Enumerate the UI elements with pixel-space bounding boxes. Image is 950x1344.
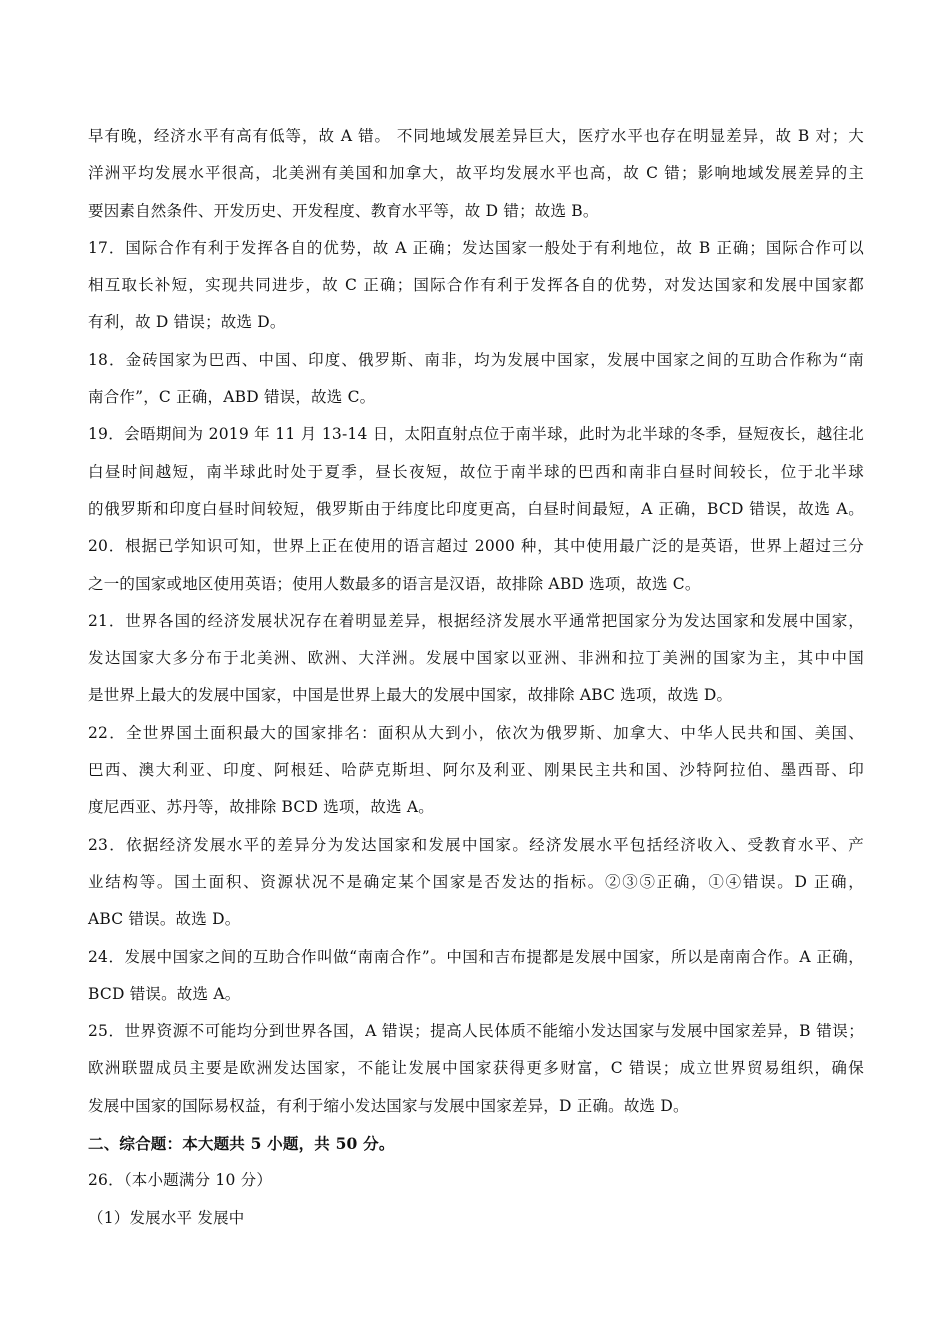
answer-19-line-1: 19．会晤期间为 2019 年 11 月 13-14 日，太阳直射点位于南半球，此时为北半球的冬季，昼短夜长，越往北 xyxy=(88,425,864,444)
answer-23-line-2: 业结构等。国土面积、资源状况不是确定某个国家是否发达的指标。②③⑤正确，①④错误。D 正确， xyxy=(88,872,864,891)
answer-17-line-2: 相互取长补短，实现共同进步，故 C 正确；国际合作有利于发挥各自的优势，对发达国家和发展中国家都 xyxy=(88,276,864,295)
answer-23-line-3: ABC 错误。故选 D。 xyxy=(88,910,241,929)
paragraph-16-line-1: 早有晚，经济水平有高有低等，故 A 错。 不同地域发展差异巨大，医疗水平也存在明显差异，故 B 对；大 xyxy=(88,127,864,145)
answer-17-line-3: 有利，故 D 错误；故选 D。 xyxy=(88,313,286,332)
answer-17-line-1: 17．国际合作有利于发挥各自的优势，故 A 正确；发达国家一般处于有利地位，故 B 正确；国际合作可以 xyxy=(88,238,864,257)
answer-20-line-2: 之一的国家或地区使用英语；使用人数最多的语言是汉语，故排除 ABD 选项，故选 C。 xyxy=(88,574,701,593)
answer-25-line-2: 欧洲联盟成员主要是欧洲发达国家，不能让发展中国家获得更多财富，C 错误；成立世界贸易组织，确保 xyxy=(88,1059,864,1078)
answer-22-line-2: 巴西、澳大利亚、印度、阿根廷、哈萨克斯坦、阿尔及利亚、刚果民主共和国、沙特阿拉伯、墨西哥、印 xyxy=(88,761,864,780)
document-body xyxy=(88,118,864,1237)
answer-19-line-3: 的俄罗斯和印度白昼时间较短，俄罗斯由于纬度比印度更高，白昼时间最短，A 正确，BCD 错误，故选 A。 xyxy=(88,499,864,518)
answer-25-line-3: 发展中国家的国际易权益，有利于缩小发达国家与发展中国家差异，D 正确。故选 D。 xyxy=(88,1096,689,1115)
answer-18-line-2: 南合作”，C 正确，ABD 错误，故选 C。 xyxy=(88,388,376,407)
answer-24-line-2: BCD 错误。故选 A。 xyxy=(88,984,241,1003)
answer-21-line-1: 21．世界各国的经济发展状况存在着明显差异，根据经济发展水平通常把国家分为发达国家和发展中国家， xyxy=(88,611,864,630)
answer-19-line-2: 白昼时间越短，南半球此时处于夏季，昼长夜短，故位于南半球的巴西和南非白昼时间较长，位于北半球 xyxy=(88,462,864,481)
answer-25-line-1: 25．世界资源不可能均分到世界各国，A 错误；提高人民体质不能缩小发达国家与发展中国家差异，B 错误； xyxy=(88,1022,864,1041)
answer-22-line-1: 22．全世界国土面积最大的国家排名：面积从大到小，依次为俄罗斯、加拿大、中华人民共和国、美国、 xyxy=(88,723,864,742)
answer-18-line-1: 18．金砖国家为巴西、中国、印度、俄罗斯、南非，均为发展中国家，发展中国家之间的互助合作称为“南 xyxy=(88,350,864,369)
answer-23-line-1: 23．依据经济发展水平的差异分为发达国家和发展中国家。经济发展水平包括经济收入、受教育水平、产 xyxy=(88,835,864,854)
question-26-header: 26．（本小题满分 10 分） xyxy=(88,1171,273,1190)
answer-20-line-1: 20．根据已学知识可知，世界上正在使用的语言超过 2000 种，其中使用最广泛的是英语，世界上超过三分 xyxy=(88,537,864,556)
paragraph-16-line-2: 洋洲平均发展水平很高，北美洲有美国和加拿大，故平均发展水平也高，故 C 错；影响地域发展差异的主 xyxy=(88,164,864,183)
answer-24-line-1: 24．发展中国家之间的互助合作叫做“南南合作”。中国和吉布提都是发展中国家，所以是南南合作。A 正确， xyxy=(88,947,864,966)
answer-22-line-3: 度尼西亚、苏丹等，故排除 BCD 选项，故选 A。 xyxy=(88,798,434,817)
section-heading: 二、综合题：本大题共 5 小题，共 50 分。 xyxy=(88,1134,395,1154)
answer-21-line-2: 发达国家大多分布于北美洲、欧洲、大洋洲。发展中国家以亚洲、非洲和拉丁美洲的国家为主，其中中国 xyxy=(88,649,864,668)
answer-21-line-3: 是世界上最大的发展中国家，中国是世界上最大的发展中国家，故排除 ABC 选项，故选 D。 xyxy=(88,686,733,705)
question-26-part-1: （1）发展水平 发展中 xyxy=(88,1208,245,1227)
paragraph-16-line-3: 要因素自然条件、开发历史、开发程度、教育水平等，故 D 错；故选 B。 xyxy=(88,201,599,220)
